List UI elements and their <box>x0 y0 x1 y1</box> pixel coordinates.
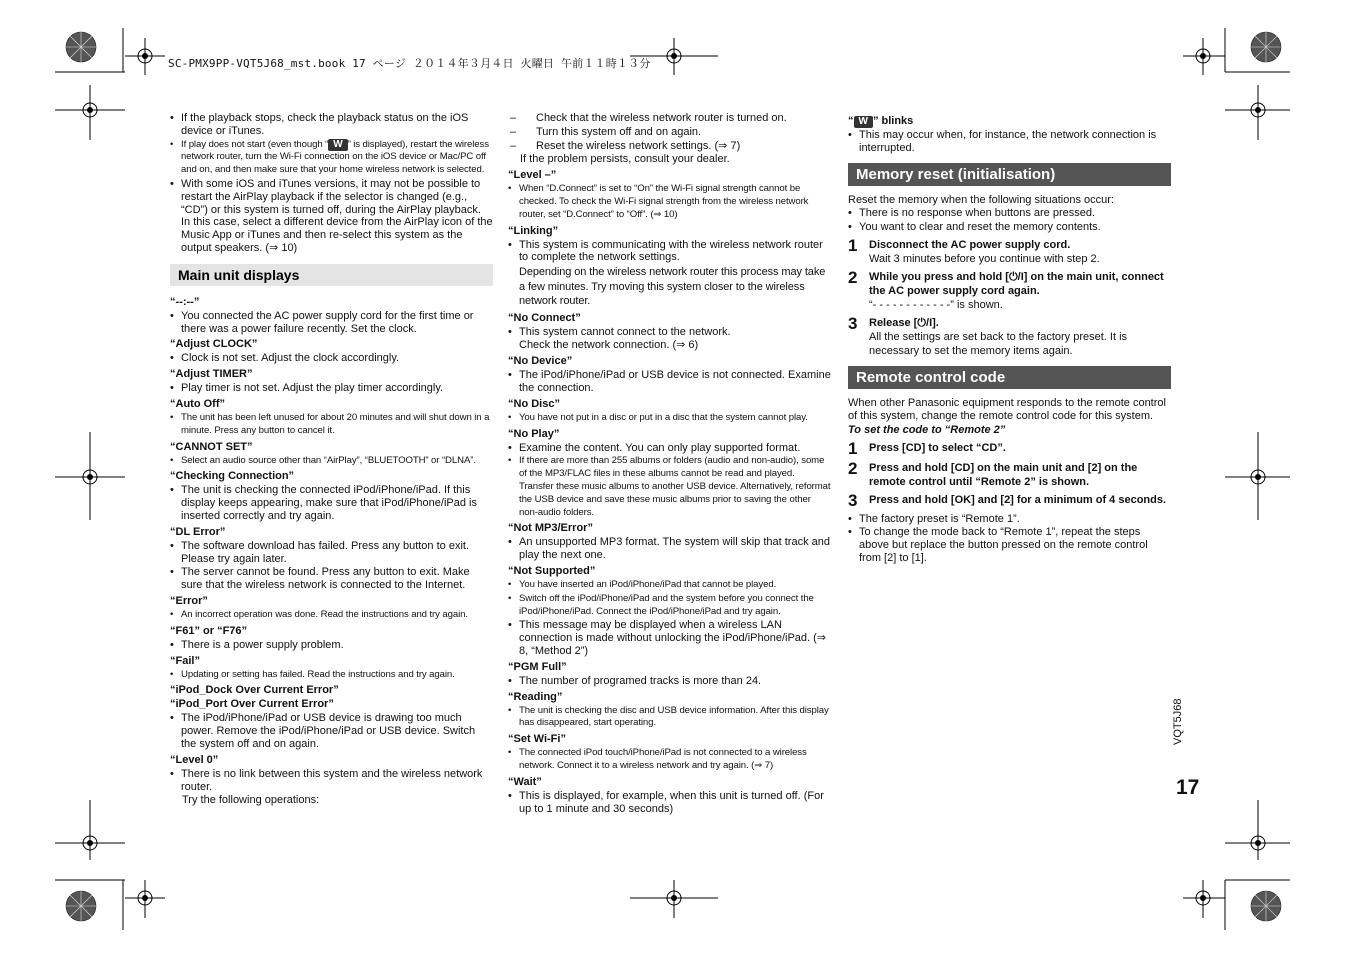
blinks-heading: “ W ” blinks <box>848 115 914 127</box>
message-title: “Linking” <box>508 224 559 237</box>
memory-step: 3 Release [⏻/I]. All the settings are set back to the factory preset. It is necessary to set the memory items again. <box>848 313 1128 357</box>
remote-step: 2 Press and hold [CD] on the main unit and [2] on the remote control until “Remote 2” is shown. <box>848 458 1138 488</box>
message-bullet: • The iPod/iPhone/iPad or USB device is drawing too much power. Remove the iPod/iPhone/iPad or USB device. Switch the system off and on again. <box>170 712 493 750</box>
dash-item: – Turn this system off and on again. <box>508 126 831 139</box>
message-bullet: • Switch off the iPod/iPhone/iPad and the system before you connect the iPod/iPhone/iPad. Connect the iPod/iPhone/iPad and try again. <box>508 593 831 619</box>
message-bullet: • An unsupported MP3 format. The system will skip that track and play the next one. <box>508 536 831 562</box>
message-title: “Auto Off” <box>170 397 225 410</box>
section-title-memory-reset: Memory reset (initialisation) <box>848 163 1171 186</box>
dash-item: – Reset the wireless network settings. (⇒ 7) <box>508 140 831 153</box>
message-title: “No Disc” <box>508 397 560 410</box>
message-bullet: • When “D.Connect” is set to “On” the Wi-Fi signal strength cannot be checked. To check the Wi-Fi signal strength from the wireless network router, set “D.Connect” to “Off”. (⇒ 10) <box>508 183 831 221</box>
display-message-list <box>170 296 493 807</box>
remote-intro: When other Panasonic equipment responds to the remote control of this system, change the remote control code for this system. <box>848 396 1166 422</box>
message-bullet: • The number of programed tracks is more than 24. <box>508 675 831 688</box>
message-bullet: • The connected iPod touch/iPhone/iPad is not connected to a wireless network. Connect it to a wireless network and try again. (⇒ 7) <box>508 747 831 773</box>
page-number: 17 <box>1176 776 1200 799</box>
section-title-main-unit-displays: Main unit displays <box>170 264 493 286</box>
intro-bullet: • If the playback stops, check the playback status on the iOS device or iTunes. <box>170 112 493 138</box>
message-bullet: • You connected the AC power supply cord for the first time or there was a power failure recently. Set the clock. <box>170 310 493 336</box>
message-bullet: • You have inserted an iPod/iPhone/iPad that cannot be played. <box>508 579 831 592</box>
file-header-line: SC-PMX9PP-VQT5J68_mst.book 17 ページ ２０１４年３月４日 火曜日 午前１１時１３分 <box>168 57 651 70</box>
remote-subheading: To set the code to “Remote 2” <box>848 423 1006 436</box>
message-bullet: • The unit is checking the connected iPod/iPhone/iPad. If this display keeps appearing, make sure that iPod/iPhone/iPad is inserted correctly and try again. <box>170 484 493 522</box>
section-title-remote-control-code: Remote control code <box>848 366 1171 389</box>
message-bullet: • The software download has failed. Press any button to exit. Please try again later. <box>170 540 493 566</box>
message-title: “No Play” <box>508 427 560 440</box>
wifi-indicator-icon: W <box>854 116 873 128</box>
message-title: “--:--” <box>170 295 200 308</box>
message-bullet: • This message may be displayed when a wireless LAN connection is made without unlocking the iPod/iPhone/iPad. (⇒ 8, “Method 2”) <box>508 619 831 657</box>
column-right <box>848 112 1171 566</box>
message-title: “Checking Connection” <box>170 470 295 483</box>
column-middle <box>508 112 831 816</box>
message-title: “iPod_Port Over Current Error” <box>170 698 334 711</box>
message-title: “Error” <box>170 594 208 607</box>
wifi-indicator-icon: W <box>328 139 347 151</box>
memory-step: 2 While you press and hold [⏻/I] on the main unit, connect the AC power supply cord again. “- - - - - - - - - - - -” is shown. <box>848 267 1164 311</box>
message-title: “Level –” <box>508 169 557 182</box>
message-title: “Adjust TIMER” <box>170 368 253 381</box>
blinks-bullet: • This may occur when, for instance, the network connection is interrupted. <box>848 129 1171 155</box>
message-bullet: • The unit has been left unused for about 20 minutes and will shut down in a minute. Press any button to cancel it. <box>170 412 493 438</box>
message-title: “No Connect” <box>508 311 581 324</box>
model-code: VQT5J68 <box>1172 698 1184 745</box>
dash-item: – Check that the wireless network router is turned on. <box>508 112 831 125</box>
intro-bullet: • With some iOS and iTunes versions, it may not be possible to restart the AirPlay playback if the selector is changed (e.g., “CD”) or this system is turned off, during the AirPlay playback. In this case, select a different device from the AirPlay icon of the Music App or iTunes and then re-select this system as the output speakers. (⇒ 10) <box>170 178 493 255</box>
message-title: “Set Wi-Fi” <box>508 733 566 746</box>
message-title: “iPod_Dock Over Current Error” <box>170 684 339 697</box>
display-message-list <box>508 169 831 815</box>
message-title: “Adjust CLOCK” <box>170 338 258 351</box>
message-title: “No Device” <box>508 355 573 368</box>
message-title: “Level 0” <box>170 753 219 766</box>
message-bullet: • This is displayed, for example, when this unit is turned off. (For up to 1 minute and 30 seconds) <box>508 790 831 816</box>
message-bullet: • Play timer is not set. Adjust the play timer accordingly. <box>170 382 493 395</box>
column-left <box>170 112 493 808</box>
message-bullet: • The server cannot be found. Press any button to exit. Make sure that the wireless network is connected to the Internet. <box>170 566 493 592</box>
message-title: “Fail” <box>170 654 200 667</box>
message-bullet: • This system is communicating with the wireless network router to complete the network settings. <box>508 239 831 265</box>
message-bullet: • An incorrect operation was done. Read the instructions and try again. <box>170 609 493 622</box>
message-title: “PGM Full” <box>508 660 567 673</box>
persist-note: If the problem persists, consult your dealer. <box>520 153 730 166</box>
message-bullet: • If there are more than 255 albums or folders (audio and non-audio), some of the MP3/FLAC files in these albums cannot be read and played. Transfer these music albums to another USB device. Alternatively, reformat the USB device and save these music albums prior to saving the other non-audio folders. <box>508 455 831 519</box>
message-bullet: • There is no link between this system and the wireless network router. <box>170 768 493 794</box>
memory-step: 1 Disconnect the AC power supply cord. Wait 3 minutes before you continue with step 2. <box>848 235 1100 265</box>
message-title: “CANNOT SET” <box>170 440 253 453</box>
message-bullet: Check the network connection. (⇒ 6) <box>519 339 699 352</box>
message-title: “Reading” <box>508 690 563 703</box>
message-bullet: • The unit is checking the disc and USB device information. After this display has disappeared, start operating. <box>508 705 831 731</box>
memory-bullet: • There is no response when buttons are pressed. <box>848 207 1171 220</box>
remote-bullet: • The factory preset is “Remote 1”. <box>848 513 1171 526</box>
message-bullet: • There is a power supply problem. <box>170 639 493 652</box>
message-bullet: • You have not put in a disc or put in a disc that the system cannot play. <box>508 412 831 425</box>
message-title: “Wait” <box>508 775 542 788</box>
memory-bullet: • You want to clear and reset the memory contents. <box>848 221 1171 234</box>
message-note: Try the following operations: <box>182 794 320 807</box>
message-title: “Not Supported” <box>508 565 596 578</box>
message-bullet: • Select an audio source other than “AirPlay”, “BLUETOOTH” or “DLNA”. <box>170 455 493 468</box>
message-title: “DL Error” <box>170 525 226 538</box>
message-bullet: Depending on the wireless network router this process may take a few minutes. Try moving this system closer to the wireless network router. <box>519 266 826 308</box>
remote-step: 1 Press [CD] to select “CD”. <box>848 438 1006 458</box>
intro-bullet: • If play does not start (even though “ W ” is displayed), restart the wireless network router, turn the Wi-Fi connection on the iOS device or Mac/PC off and on, and then make sure that your home wireless network is selected. <box>170 139 493 177</box>
message-bullet: • This system cannot connect to the network. <box>508 326 831 339</box>
memory-intro: Reset the memory when the following situations occur: <box>848 193 1114 206</box>
remote-step: 3 Press and hold [OK] and [2] for a minimum of 4 seconds. <box>848 490 1167 510</box>
message-title: “F61” or “F76” <box>170 624 248 637</box>
message-bullet: • Clock is not set. Adjust the clock accordingly. <box>170 352 493 365</box>
message-bullet: • The iPod/iPhone/iPad or USB device is not connected. Examine the connection. <box>508 369 831 395</box>
remote-bullet: • To change the mode back to “Remote 1”, repeat the steps above but replace the button pressed on the remote control from [2] to [1]. <box>848 526 1171 564</box>
message-title: “Not MP3/Error” <box>508 522 593 535</box>
message-bullet: • Examine the content. You can only play supported format. <box>508 442 831 455</box>
message-bullet: • Updating or setting has failed. Read the instructions and try again. <box>170 669 493 682</box>
